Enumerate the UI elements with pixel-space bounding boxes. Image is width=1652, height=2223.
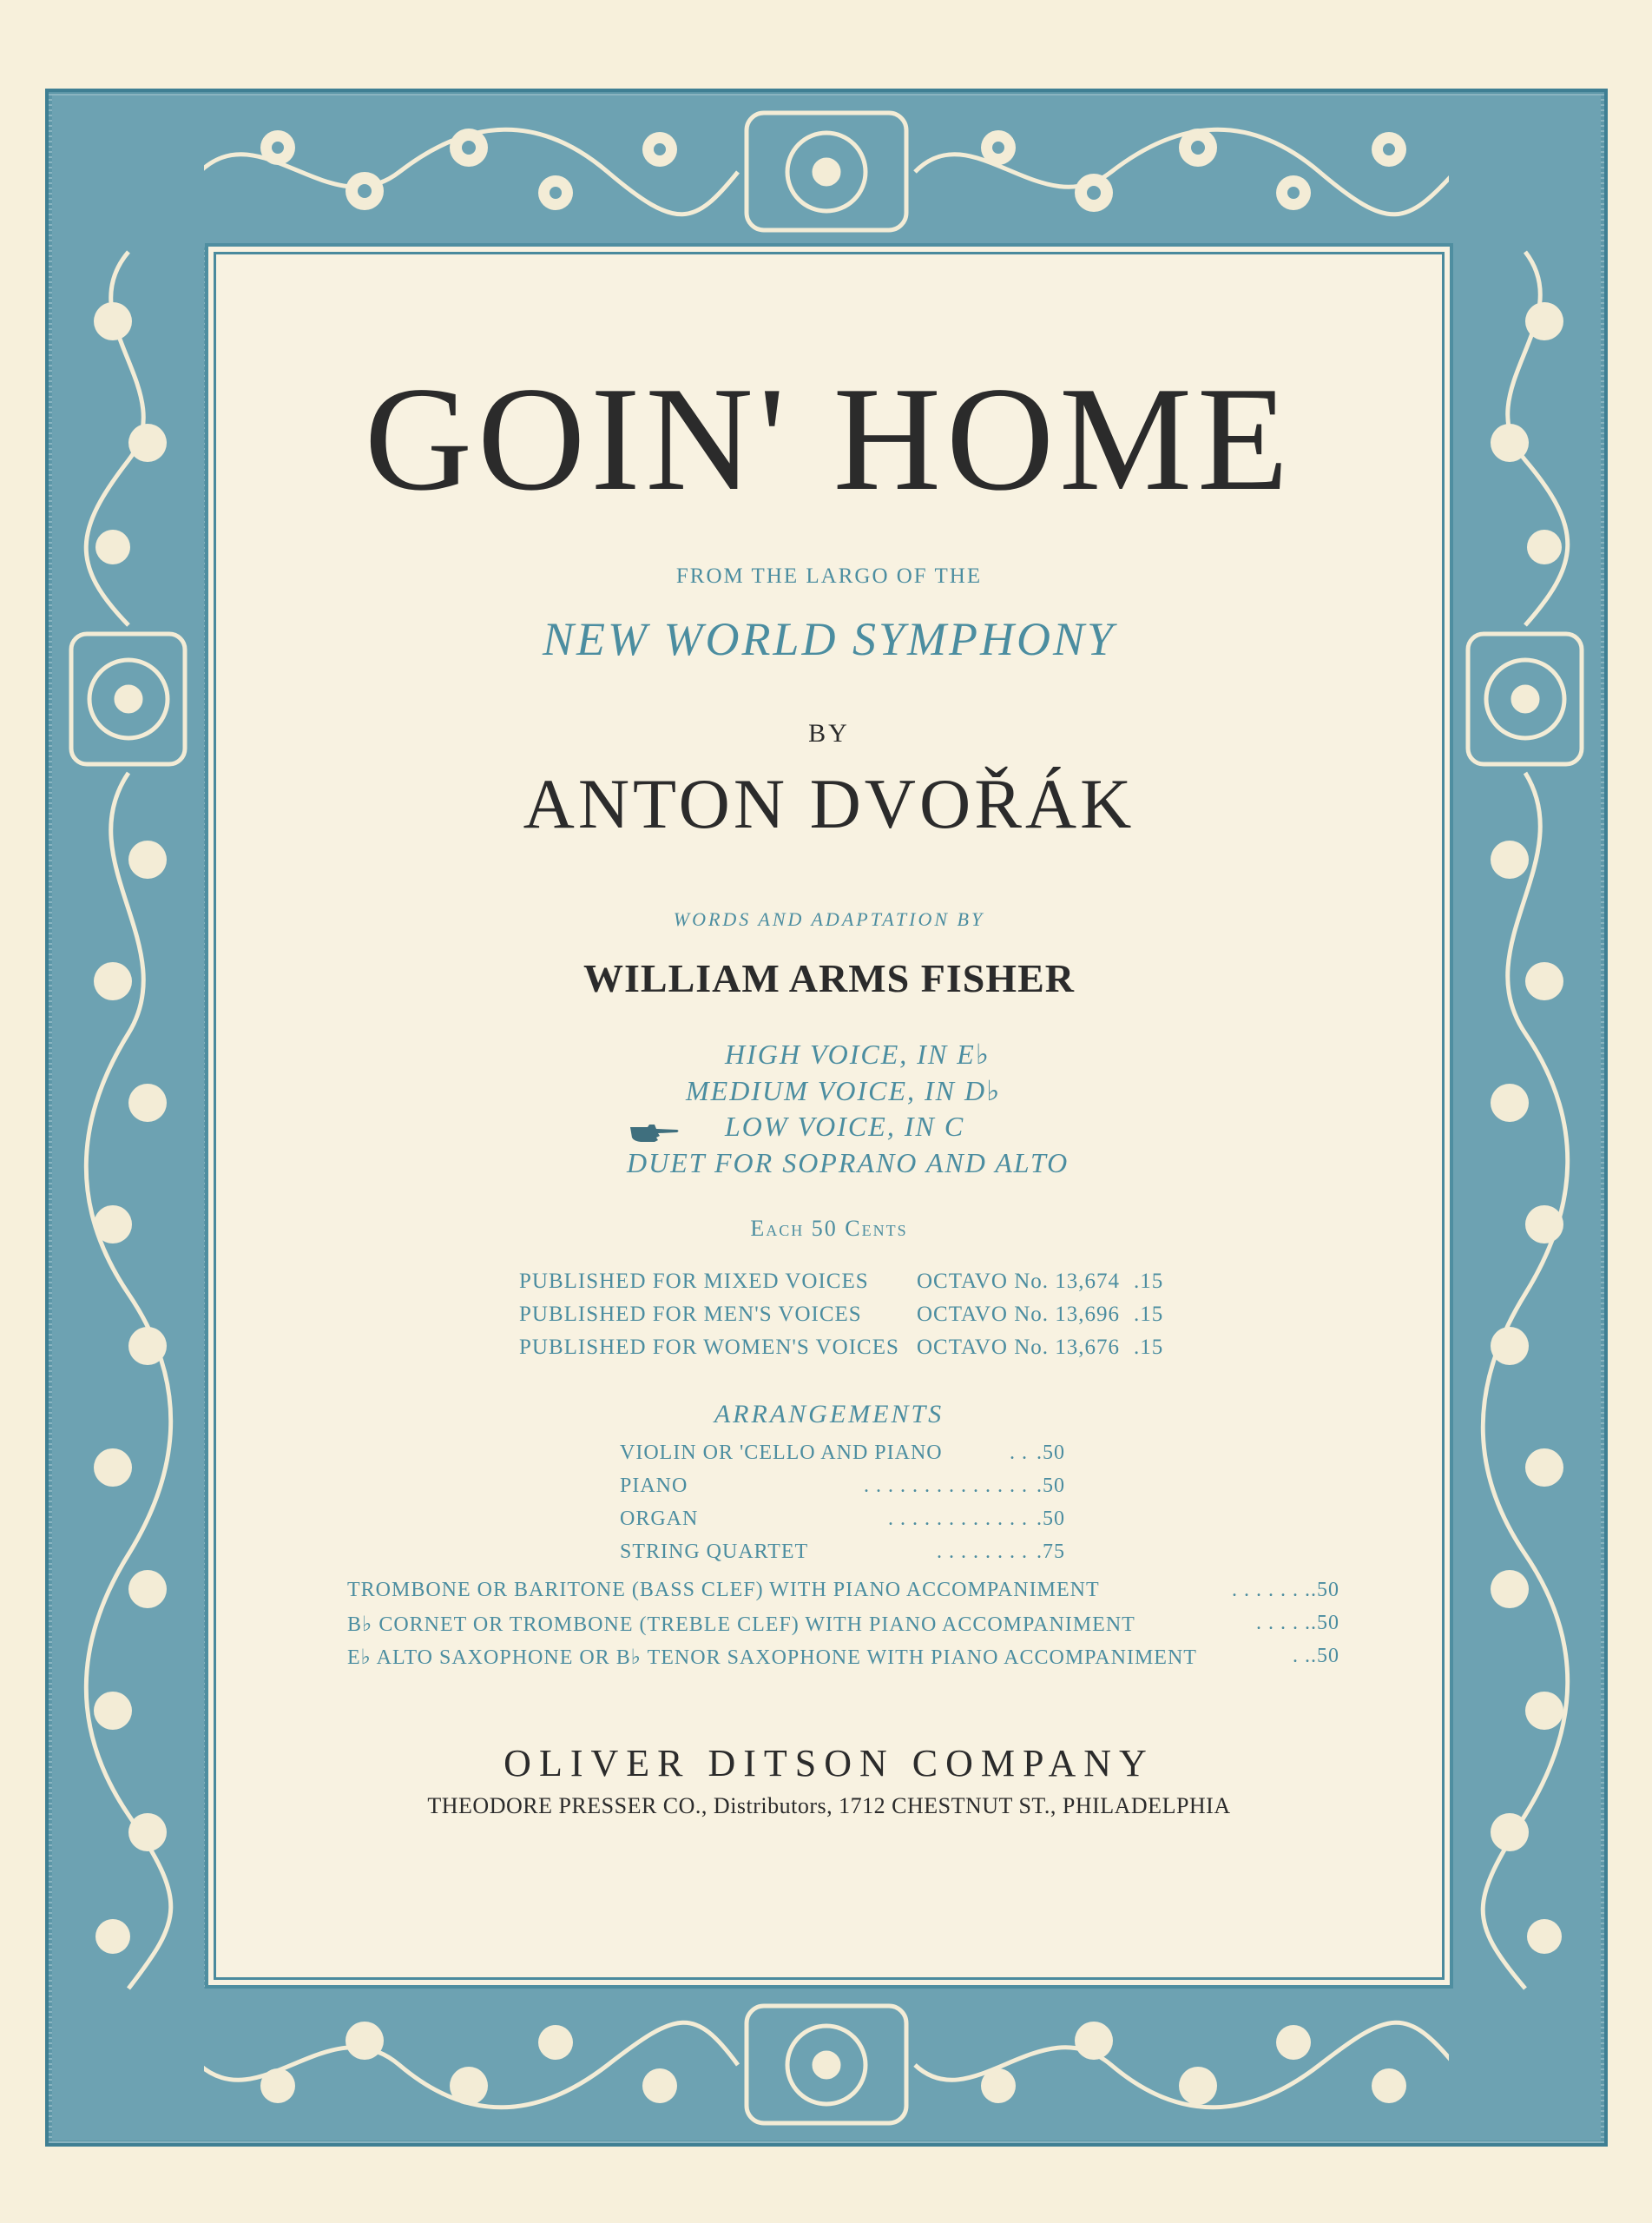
leader-dots: . . . . . <box>1256 1612 1311 1634</box>
list-item <box>347 1612 1337 1645</box>
floral-border-top <box>52 96 1601 247</box>
voice-option: HIGH VOICE, IN E♭ <box>725 1039 991 1070</box>
price: .15 <box>1134 1303 1164 1326</box>
publication-name: PUBLISHED FOR MIXED VOICES <box>519 1270 869 1293</box>
arrangements-heading: ARRANGEMENTS <box>714 1400 944 1428</box>
list-item <box>620 1540 1071 1573</box>
leader-dots: . . . . . . . . <box>937 1540 1028 1563</box>
price: .50 <box>1311 1645 1339 1667</box>
floral-border-right <box>1449 96 1601 2141</box>
publication-name: PUBLISHED FOR MEN'S VOICES <box>519 1303 862 1326</box>
price: .50 <box>1037 1474 1065 1497</box>
list-item <box>347 1579 1337 1612</box>
price: .15 <box>1134 1336 1164 1359</box>
arrangement-name: PIANO <box>620 1474 688 1497</box>
words-by-label: WORDS AND ADAPTATION BY <box>673 908 985 930</box>
list-item <box>620 1507 1071 1540</box>
floral-border-bottom <box>52 1989 1601 2141</box>
list-item <box>519 1336 1179 1370</box>
publication-name: PUBLISHED FOR WOMEN'S VOICES <box>519 1336 899 1359</box>
leader-dots: . . <box>1010 1441 1028 1464</box>
distributor-line: THEODORE PRESSER CO., Distributors, 1712 CHESTNUT ST., PHILADELPHIA <box>427 1793 1231 1818</box>
voice-option: DUET FOR SOPRANO AND ALTO <box>627 1147 1070 1178</box>
list-item <box>519 1303 1179 1337</box>
arrangement-name: B♭ CORNET OR TROMBONE (TREBLE CLEF) WITH PIANO ACCOMPANIMENT <box>347 1613 1135 1636</box>
page-title: GOIN' HOME <box>364 357 1294 522</box>
octavo-number: OCTAVO No. 13,676 <box>917 1336 1120 1359</box>
list-item <box>620 1474 1071 1507</box>
leader-dots: . . <box>1293 1645 1311 1667</box>
voice-option-selected: LOW VOICE, IN C <box>725 1111 965 1142</box>
leader-dots: . . . . . . . <box>1232 1579 1311 1601</box>
arrangement-name: STRING QUARTET <box>620 1540 809 1563</box>
floral-border-left <box>52 96 204 2141</box>
pointing-hand-icon <box>629 1122 681 1144</box>
arrangement-name: E♭ ALTO SAXOPHONE OR B♭ TENOR SAXOPHONE WITH PIANO ACCOMPANIMENT <box>347 1646 1197 1669</box>
price: .50 <box>1037 1507 1065 1530</box>
octavo-number: OCTAVO No. 13,674 <box>917 1270 1120 1293</box>
arrangement-name: VIOLIN OR 'CELLO AND PIANO <box>620 1441 943 1464</box>
voice-option: MEDIUM VOICE, IN D♭ <box>686 1075 1002 1106</box>
subtitle-line: FROM THE LARGO OF THE <box>675 564 983 588</box>
price: .50 <box>1037 1441 1065 1464</box>
price-note: Each 50 Cents <box>750 1216 908 1241</box>
publisher-name: OLIVER DITSON COMPANY <box>503 1742 1155 1784</box>
lyricist-name: WILLIAM ARMS FISHER <box>583 956 1075 1000</box>
list-item <box>519 1270 1179 1304</box>
leader-dots: . . . . . . . . . . . . <box>888 1507 1028 1530</box>
price: .75 <box>1037 1540 1065 1563</box>
price: .50 <box>1311 1579 1339 1601</box>
arrangement-name: TROMBONE OR BARITONE (BASS CLEF) WITH PIANO ACCOMPANIMENT <box>347 1579 1100 1601</box>
price: .50 <box>1311 1612 1339 1634</box>
by-label: BY <box>808 719 850 748</box>
leader-dots: . . . . . . . . . . . . . . <box>864 1474 1028 1497</box>
composer-name: ANTON DVOŘÁK <box>523 764 1135 843</box>
list-item <box>620 1441 1071 1474</box>
symphony-name: NEW WORLD SYMPHONY <box>542 613 1116 665</box>
list-item <box>347 1645 1337 1678</box>
arrangement-name: ORGAN <box>620 1507 699 1530</box>
octavo-number: OCTAVO No. 13,696 <box>917 1303 1120 1326</box>
price: .15 <box>1134 1270 1164 1293</box>
